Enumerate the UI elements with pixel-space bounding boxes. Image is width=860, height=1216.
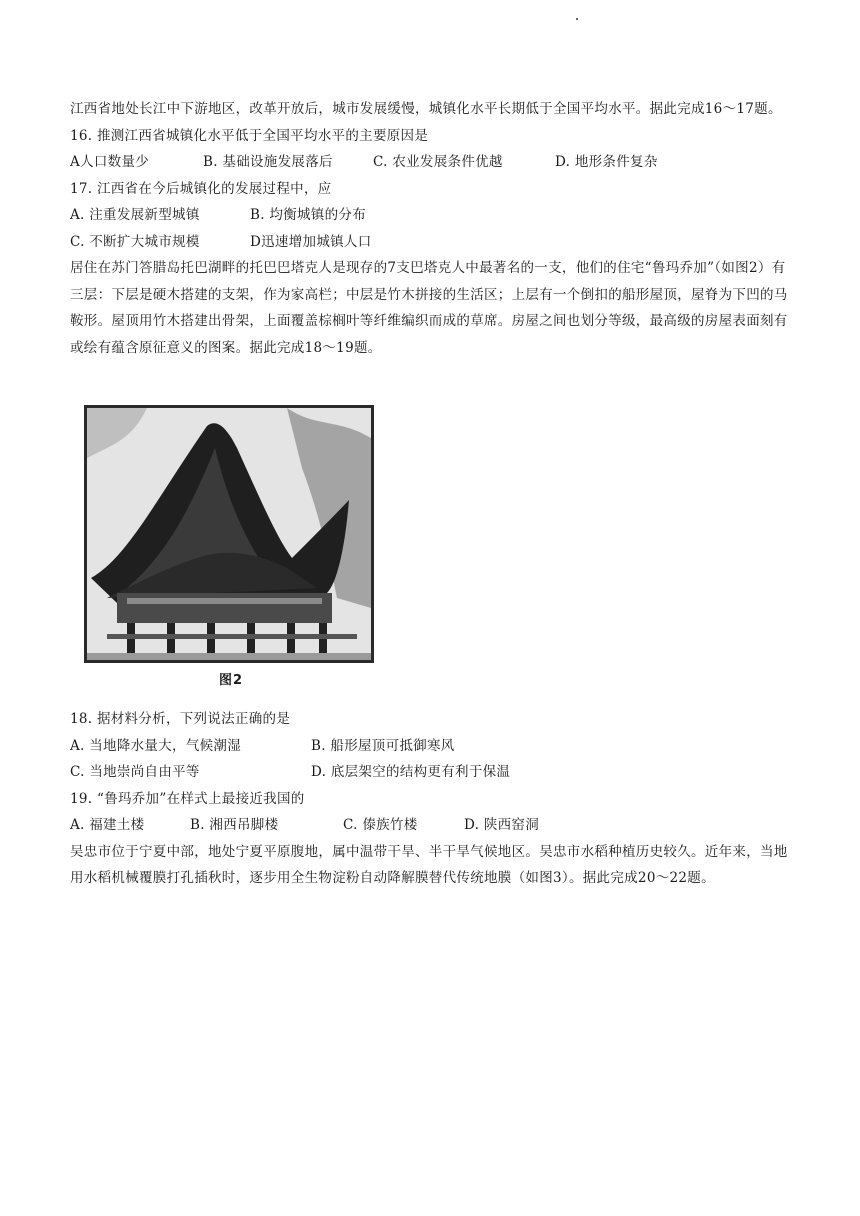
question-16-options — [70, 149, 794, 176]
q18-option-c: C. 当地崇尚自由平等 — [70, 764, 200, 780]
scan-mark — [576, 18, 578, 20]
q16-option-d: D. 地形条件复杂 — [555, 154, 658, 170]
q19-option-c: C. 傣族竹楼 — [343, 817, 418, 833]
question-18-options-row2 — [70, 759, 794, 786]
q17-option-b: B. 均衡城镇的分布 — [250, 207, 367, 223]
figure-2-caption: 图2 — [219, 673, 244, 688]
question-19-options — [70, 812, 794, 839]
question-16-stem: 16. 推测江西省城镇化水平低于全国平均水平的主要原因是 — [70, 127, 429, 144]
question-17-options-row1 — [70, 202, 794, 229]
q18-option-b: B. 船形屋顶可抵御寒风 — [311, 737, 455, 754]
question-17-stem: 17. 江西省在今后城镇化的发展过程中，应 — [70, 180, 332, 197]
question-18-stem: 18. 据材料分析，下列说法正确的是 — [70, 711, 291, 727]
q16-option-b: B. 基础设施发展落后 — [203, 154, 333, 170]
batak-house-illustration — [87, 408, 371, 660]
question-17-options-row2 — [70, 229, 794, 256]
lower-content — [70, 706, 794, 892]
q19-option-b: B. 湘西吊脚楼 — [190, 817, 279, 833]
upper-content — [70, 96, 794, 361]
q17-option-a: A. 注重发展新型城镇 — [70, 207, 200, 223]
q18-option-a: A. 当地降水量大，气候潮湿 — [70, 737, 242, 754]
question-18-options-row1 — [70, 733, 794, 760]
q17-option-d: D迅速增加城镇人口 — [250, 233, 372, 250]
passage-wuzhong-rice: 吴忠市位于宁夏中部，地处宁夏平原腹地，属中温带干旱、半干旱气候地区。吴忠市水稻种植历史较久。近年来，当地用水稻机械覆膜打孔插秋时，逐步用全生物淀粉自动降解膜替代传统地膜（如图3）。据此完成20～22题。 — [70, 843, 788, 886]
question-19-stem: 19. “鲁玛乔加”在样式上最接近我国的 — [70, 790, 305, 807]
q18-option-d: D. 底层架空的结构更有利于保温 — [311, 764, 511, 780]
q16-option-c: C. 农业发展条件优越 — [373, 154, 503, 170]
q16-option-a: A人口数量少 — [70, 154, 150, 170]
passage-batak-house: 居住在苏门答腊岛托巴湖畔的托巴巴塔克人是现存的7支巴塔克人中最著名的一支，他们的住宅“鲁玛乔加”（如图2）有三层：下层是硬木搭建的支架，作为家高栏；中层是竹木拼接的生活区；上层有一个倒扣的船形屋顶，屋脊为下凹的马鞍形。屋顶用竹木搭建出骨架，上面覆盖棕榈叶等纤维编织而成的草席。房屋之间也划分等级，最高级的房屋表面刻有或绘有蕴含原征意义的图案。据此完成18～19题。 — [70, 260, 788, 356]
q19-option-a: A. 福建土楼 — [70, 817, 145, 833]
passage-jiangxi: 江西省地处长江中下游地区，改革开放后，城市发展缓慢，城镇化水平长期低于全国平均水平。据此完成16～17题。 — [70, 101, 782, 117]
figure-2 — [84, 405, 376, 695]
q19-option-d: D. 陕西窑洞 — [464, 817, 540, 833]
q17-option-c: C. 不断扩大城市规模 — [70, 233, 200, 250]
batak-house-photo — [84, 405, 374, 663]
